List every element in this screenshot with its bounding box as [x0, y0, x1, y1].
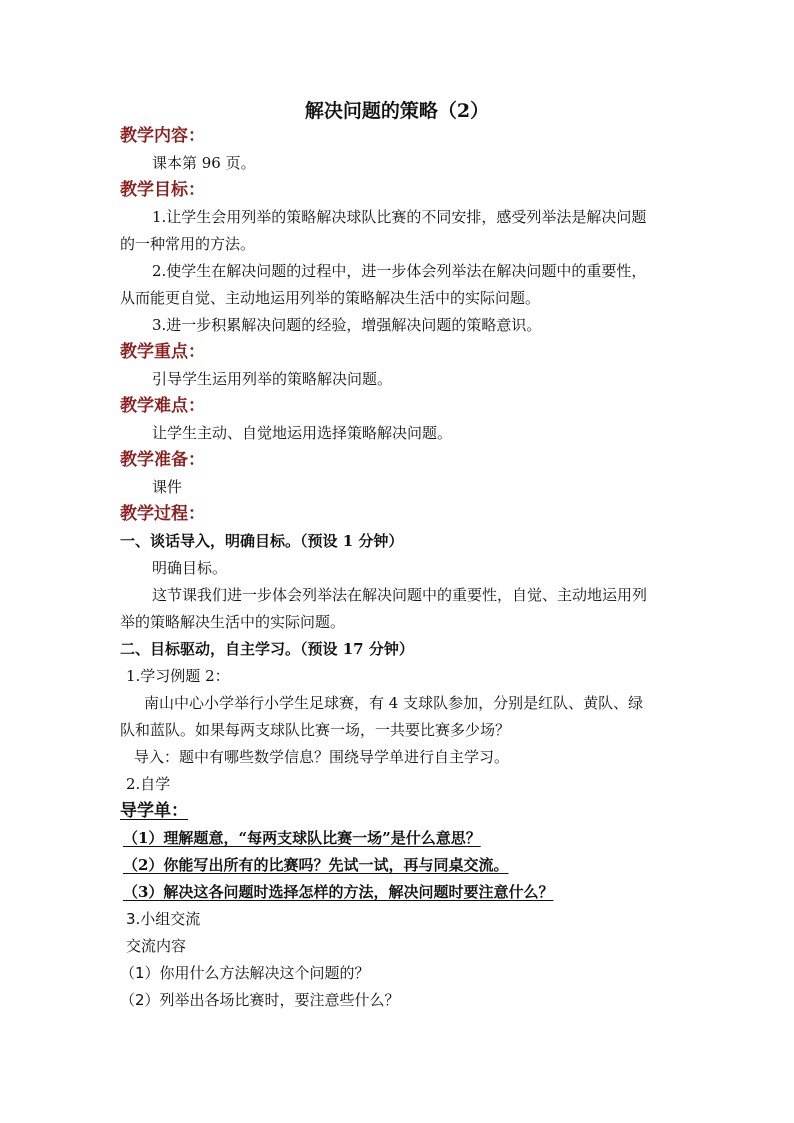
text-line: 从而能更自觉、主动地运用列举的策略解决生活中的实际问题。	[120, 289, 541, 307]
text-line: 教学准备：	[120, 450, 205, 470]
text-line: 教学难点：	[120, 396, 205, 416]
text-line: （2）列举出各场比赛时，要注意些什么？	[120, 991, 400, 1009]
text-line: 教学目标：	[120, 180, 205, 200]
text-line: 导学单：	[120, 801, 188, 821]
text-line: 2.自学	[126, 775, 171, 793]
text-line: 明确目标。	[152, 559, 228, 577]
text-line: 课件	[152, 478, 183, 496]
text-line: 让学生主动、自觉地运用选择策略解决问题。	[152, 424, 453, 442]
text-line: 导入：题中有哪些数学信息？围绕导学单进行自主学习。	[134, 748, 510, 766]
text-line: 3.进一步积累解决问题的经验，增强解决问题的策略意识。	[152, 316, 542, 334]
text-line: 二、目标驱动，自主学习。（预设 17 分钟）	[120, 640, 414, 658]
text-line: 这节课我们进一步体会列举法在解决问题中的重要性，自觉、主动地运用列	[152, 586, 648, 604]
text-line: 举的策略解决生活中的实际问题。	[120, 613, 346, 631]
text-line: 1.学习例题 2：	[126, 667, 230, 685]
document-title: 解决问题的策略（2）	[304, 100, 490, 122]
text-line: 2.使学生在解决问题的过程中，进一步体会列举法在解决问题中的重要性，	[152, 262, 647, 280]
text-line: （3）解决这各问题时选择怎样的方法，解决问题时要注意什么？	[123, 883, 554, 901]
text-line: 的一种常用的方法。	[120, 235, 256, 253]
text-line: （2）你能写出所有的比赛吗？先试一试，再与同桌交流。	[123, 856, 509, 874]
text-line: （1）理解题意，“每两支球队比赛一场”是什么意思？	[123, 829, 481, 847]
text-line: 课本第 96 页。	[152, 154, 256, 172]
text-line: 交流内容	[126, 937, 187, 955]
text-line: 队和蓝队。如果每两支球队比赛一场，一共要比赛多少场？	[120, 721, 511, 739]
text-line: 教学过程：	[120, 504, 205, 524]
text-line: 南山中心小学举行小学生足球赛，有 4 支球队参加，分别是红队、黄队、绿	[144, 694, 644, 712]
text-line: 1.让学生会用列举的策略解决球队比赛的不同安排，感受列举法是解决问题	[152, 208, 647, 226]
text-line: 教学内容：	[120, 126, 205, 146]
text-line: 教学重点：	[120, 342, 205, 362]
text-line: （1）你用什么方法解决这个问题的？	[120, 964, 370, 982]
text-line: 引导学生运用列举的策略解决问题。	[152, 370, 393, 388]
text-line: 一、谈话导入，明确目标。（预设 1 分钟）	[120, 532, 404, 550]
text-line: 3.小组交流	[126, 910, 201, 928]
